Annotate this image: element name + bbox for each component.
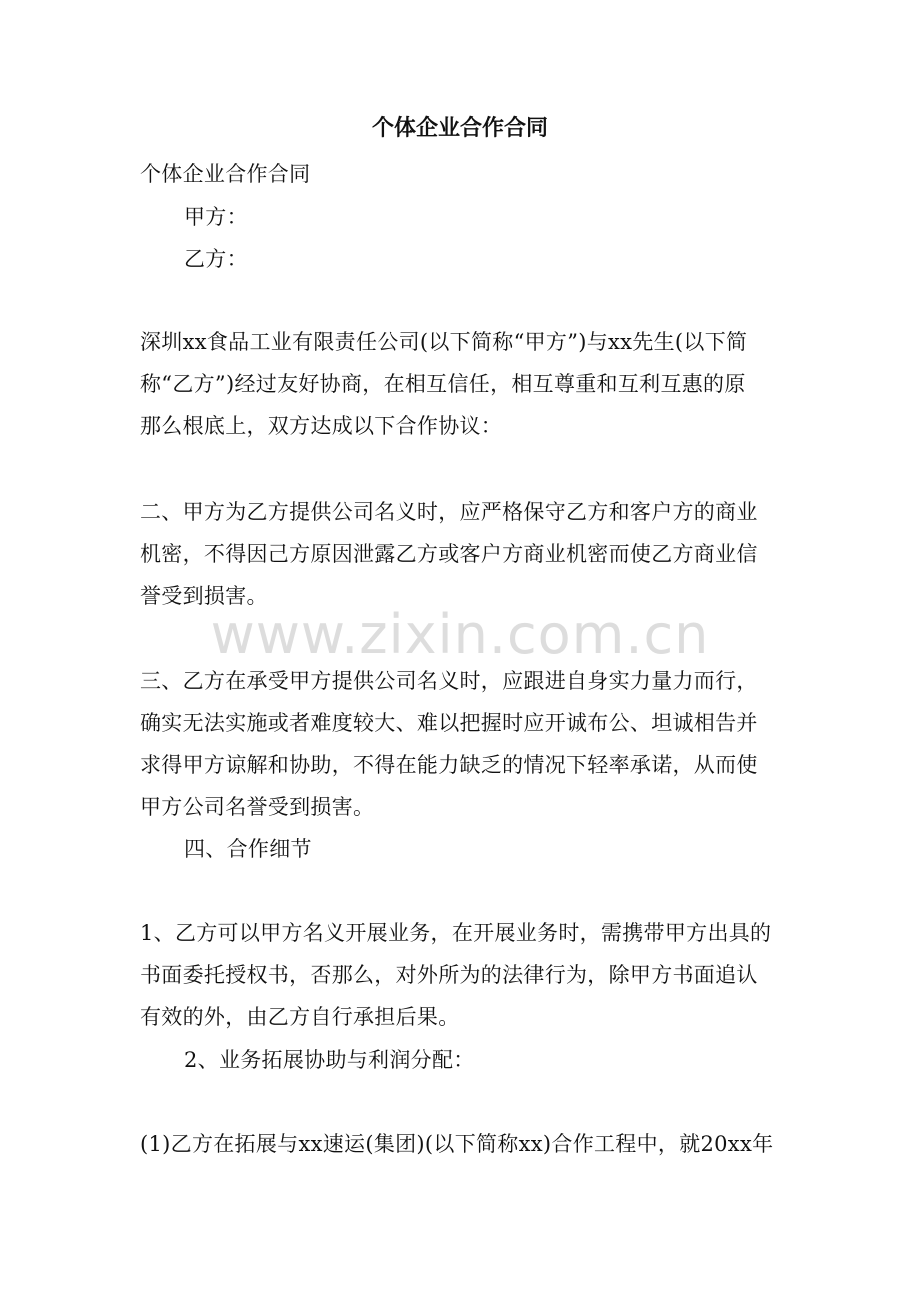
item-1-line-2: 书面委托授权书，否那么，对外所为的法律行为，除甲方书面追认 (140, 963, 758, 987)
item-1-line-1: 1、乙方可以甲方名义开展业务，在开展业务时，需携带甲方出具的 (140, 921, 772, 945)
clause-3-line-1: 三、乙方在承受甲方提供公司名义时，应跟进自身实力量力而行， (140, 669, 758, 693)
clause-3-line-4: 甲方公司名誉受到损害。 (140, 795, 375, 819)
item-2-1-line-1: (1)乙方在拓展与xx速运(集团)(以下简称xx)合作工程中，就20xx年 (140, 1132, 774, 1156)
document-subtitle: 个体企业合作合同 (140, 162, 311, 186)
clause-2-line-2: 机密，不得因己方原因泄露乙方或客户方商业机密而使乙方商业信 (140, 542, 758, 566)
intro-line-3: 那么根底上，双方达成以下合作协议： (140, 414, 503, 438)
intro-line-1: 深圳xx食品工业有限责任公司(以下简称“甲方”)与xx先生(以下简 (140, 330, 748, 354)
intro-line-2: 称“乙方”)经过友好协商，在相互信任，相互尊重和互利互惠的原 (140, 372, 746, 396)
party-a-label: 甲方： (184, 205, 248, 229)
clause-3-line-2: 确实无法实施或者难度较大、难以把握时应开诚布公、坦诚相告并 (140, 711, 758, 735)
clause-2-line-3: 誉受到损害。 (140, 584, 268, 608)
clause-2-line-1: 二、甲方为乙方提供公司名义时，应严格保守乙方和客户方的商业 (140, 500, 758, 524)
watermark-text: www.zixin.com.cn (210, 603, 710, 666)
party-b-label: 乙方： (184, 247, 248, 271)
clause-3-line-3: 求得甲方谅解和协助，不得在能力缺乏的情况下轻率承诺，从而使 (140, 753, 758, 777)
section-4-heading: 四、合作细节 (184, 837, 312, 861)
item-2-heading: 2、业务拓展协助与利润分配： (184, 1048, 475, 1072)
document-title: 个体企业合作合同 (371, 115, 548, 141)
item-1-line-3: 有效的外，由乙方自行承担后果。 (140, 1005, 460, 1029)
